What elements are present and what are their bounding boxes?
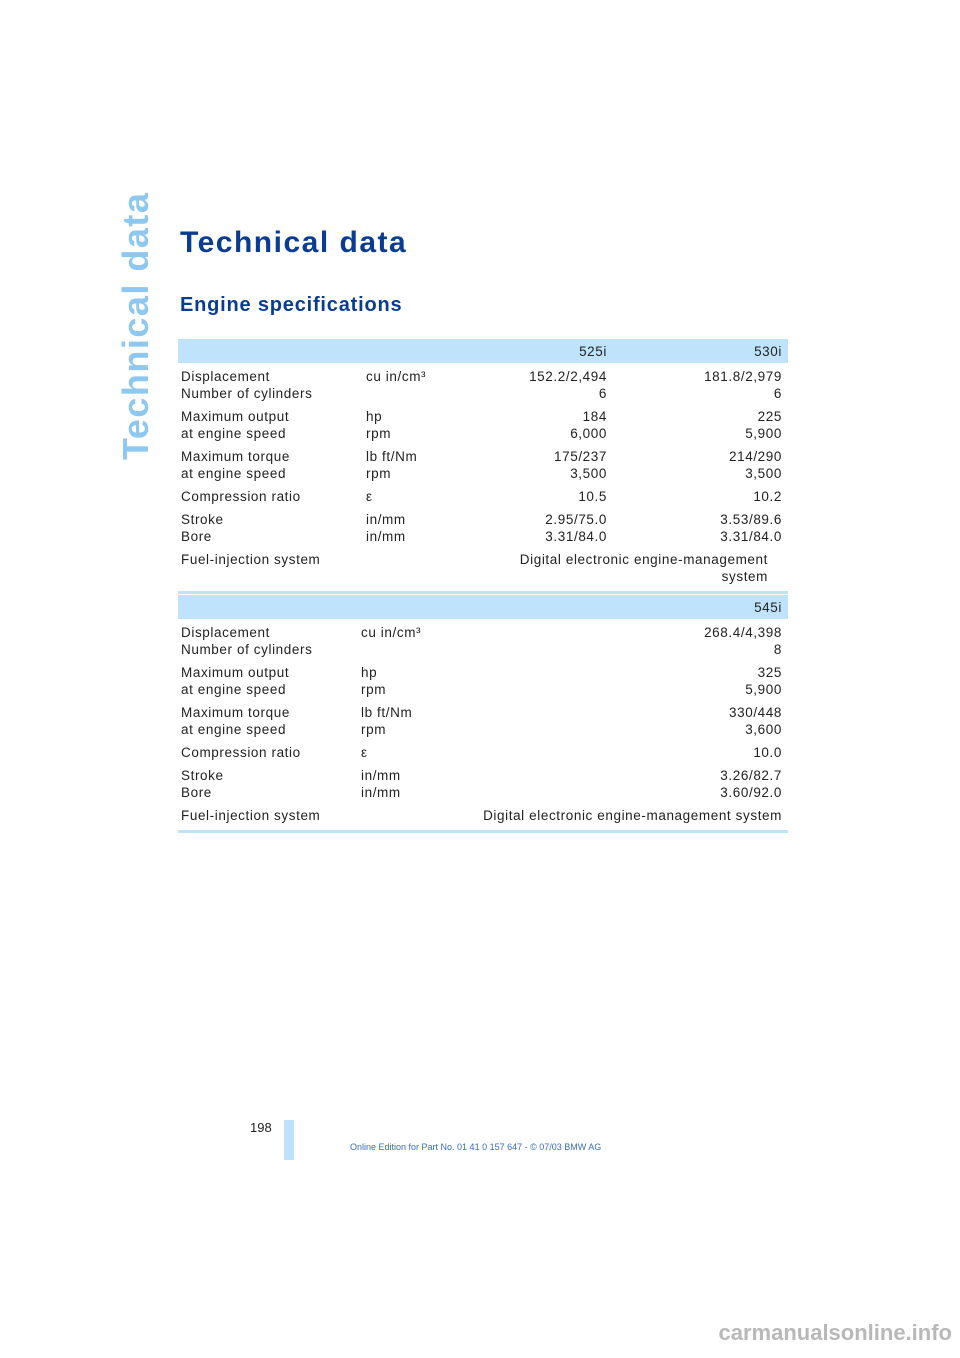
section-title: Engine specifications: [180, 294, 403, 316]
spec-value: 3,500: [570, 466, 607, 481]
table-header-row: [178, 595, 788, 619]
side-tab: [115, 191, 156, 460]
spec-value: 2.95/75.0: [545, 512, 607, 527]
table-row: [178, 465, 788, 482]
spec-value: 225: [757, 409, 782, 424]
spec-value: 3.26/82.7: [720, 768, 782, 783]
spec-unit: in/mm: [366, 529, 406, 544]
spec-value: 181.8/2,979: [704, 369, 782, 384]
spec-unit: [363, 385, 468, 402]
spec-label: Bore: [181, 785, 212, 800]
spec-label: Number of cylinders: [181, 386, 313, 401]
spec-label: Displacement: [181, 625, 270, 640]
table-row: [178, 698, 788, 721]
table-header-row: [178, 339, 788, 363]
table-row: [178, 528, 788, 545]
spec-unit: [358, 641, 463, 658]
spec-unit: rpm: [366, 426, 392, 441]
spec-value: 3,500: [745, 466, 782, 481]
spec-unit: in/mm: [366, 512, 406, 527]
spec-value: 3,600: [745, 722, 782, 737]
spec-label: Maximum torque: [181, 705, 290, 720]
spec-label: Maximum output: [181, 409, 290, 424]
spec-value: 6: [598, 386, 607, 401]
spec-value: 268.4/4,398: [704, 625, 782, 640]
spec-value: 5,900: [745, 426, 782, 441]
spec-value: 184: [582, 409, 607, 424]
spec-unit: in/mm: [361, 785, 401, 800]
spec-value: 3.31/84.0: [720, 529, 782, 544]
table-row: [178, 402, 788, 425]
spec-value: 152.2/2,494: [529, 369, 607, 384]
table-row: [178, 545, 788, 593]
table-row: [178, 385, 788, 402]
spec-label: Compression ratio: [181, 745, 301, 760]
model-header: 530i: [613, 339, 788, 363]
spec-label: at engine speed: [181, 722, 287, 737]
table-row: [178, 619, 788, 641]
spec-unit: rpm: [361, 722, 387, 737]
spec-label: at engine speed: [181, 466, 287, 481]
table-row: [178, 363, 788, 385]
spec-value: 10.5: [578, 489, 607, 504]
page-title: Technical data: [180, 226, 408, 259]
spec-value: Digital electronic engine-management system: [519, 552, 768, 584]
footer-accent-bar: [284, 1120, 294, 1160]
spec-label: Fuel-injection system: [181, 808, 321, 823]
table-row: [178, 801, 788, 832]
spec-label: Bore: [181, 529, 212, 544]
spec-value: 3.53/89.6: [720, 512, 782, 527]
spec-value: 6: [773, 386, 782, 401]
spec-unit: lb ft/Nm: [366, 449, 418, 464]
table-row: [178, 721, 788, 738]
spec-label: Displacement: [181, 369, 270, 384]
spec-value: 3.31/84.0: [545, 529, 607, 544]
spec-unit: rpm: [361, 682, 387, 697]
spec-value: 175/237: [554, 449, 607, 464]
spec-label: Maximum output: [181, 665, 290, 680]
engine-spec-table-2: [178, 595, 788, 833]
page-number: 198: [250, 1120, 272, 1135]
spec-unit: cu in/cm³: [366, 369, 427, 384]
spec-value: Digital electronic engine-management system: [483, 808, 782, 823]
spec-value: 325: [757, 665, 782, 680]
spec-unit: rpm: [366, 466, 392, 481]
spec-label: at engine speed: [181, 426, 287, 441]
table-row: [178, 442, 788, 465]
table-row: [178, 784, 788, 801]
table-row: [178, 425, 788, 442]
model-header: 525i: [468, 339, 613, 363]
spec-label: Compression ratio: [181, 489, 301, 504]
spec-label: Maximum torque: [181, 449, 290, 464]
spec-value: 8: [773, 642, 782, 657]
watermark: carmanualsonline.info: [718, 1320, 952, 1345]
spec-label: Fuel-injection system: [181, 552, 321, 567]
table-row: [178, 658, 788, 681]
spec-unit: ε: [366, 489, 373, 504]
spec-value: 214/290: [729, 449, 782, 464]
spec-label: Stroke: [181, 768, 224, 783]
spec-value: 10.0: [753, 745, 782, 760]
spec-value: 3.60/92.0: [720, 785, 782, 800]
spec-unit: cu in/cm³: [361, 625, 422, 640]
table-row: [178, 505, 788, 528]
table-row: [178, 641, 788, 658]
side-tab-label: Technical data: [115, 191, 156, 460]
table-row: [178, 761, 788, 784]
spec-label: Stroke: [181, 512, 224, 527]
spec-value: 10.2: [753, 489, 782, 504]
footer-note: Online Edition for Part No. 01 41 0 157 647 - © 07/03 BMW AG: [350, 1142, 602, 1152]
table-row: [178, 681, 788, 698]
model-header: 545i: [463, 595, 788, 619]
spec-label: at engine speed: [181, 682, 287, 697]
spec-value: 5,900: [745, 682, 782, 697]
spec-unit: lb ft/Nm: [361, 705, 413, 720]
table-row: [178, 482, 788, 505]
spec-value: 6,000: [570, 426, 607, 441]
table-row: [178, 738, 788, 761]
spec-unit: hp: [361, 665, 378, 680]
spec-value: 330/448: [729, 705, 782, 720]
spec-unit: ε: [361, 745, 368, 760]
engine-spec-table-1: [178, 339, 788, 594]
spec-unit: hp: [366, 409, 383, 424]
spec-label: Number of cylinders: [181, 642, 313, 657]
spec-unit: in/mm: [361, 768, 401, 783]
